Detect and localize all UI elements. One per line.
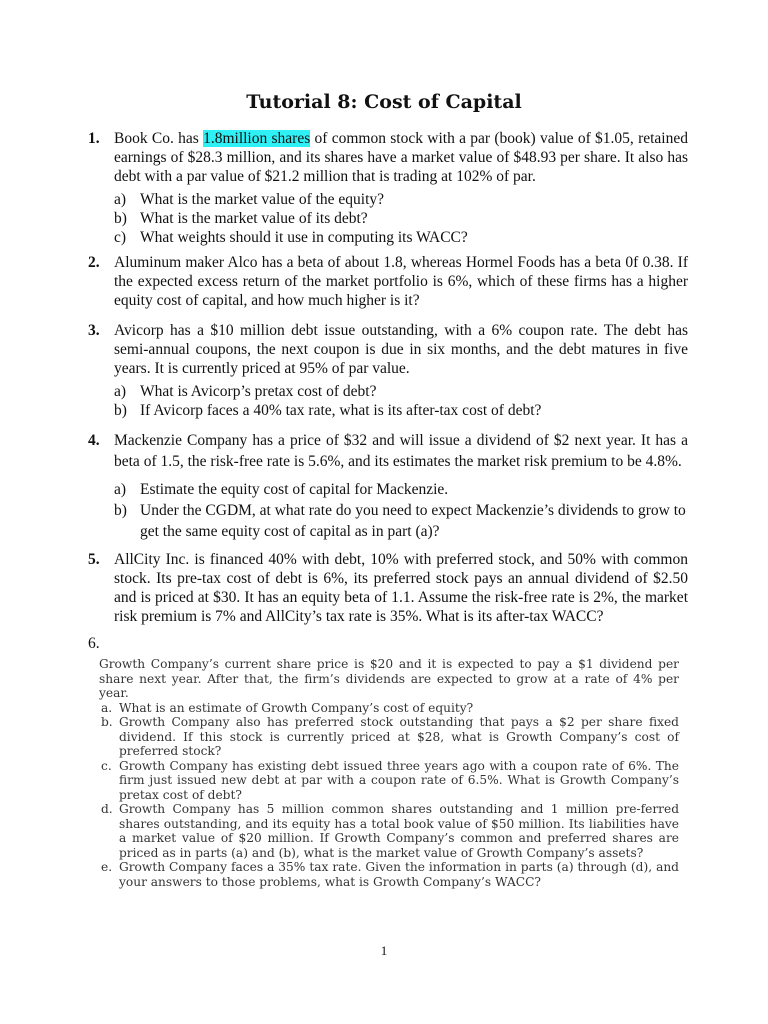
sub-question-text: Under the CGDM, at what rate do you need to expect Mackenzie’s dividends to grow to get the same equity cost of capital as in part (a)? (140, 502, 686, 540)
sub-question-text: Growth Company has 5 million common shares outstanding and 1 million pre-ferred shares outstanding, and its equity has a total book value of $50 million. Its liabilities have a market value of $20 million. If Growth Company’s common and preferred shares are priced as in parts (a) and (b), what is the market value of Growth Company’s assets? (119, 802, 679, 860)
sub-question-letter: e. (101, 860, 113, 874)
question-number: 4. (88, 432, 100, 449)
page-number: 1 (380, 943, 388, 958)
question-6-excerpt (99, 657, 679, 889)
question-1 (88, 129, 688, 247)
sub-question-letter: b) (114, 402, 127, 419)
question-number: 2. (88, 254, 100, 271)
sub-question-text: Growth Company also has preferred stock outstanding that pays a $2 per share fixed dividend. If this stock is currently priced at $28, what is Growth Company’s cost of preferred stock? (119, 715, 679, 758)
highlighted-text: 1.8million shares (203, 130, 311, 147)
sub-question-text: If Avicorp faces a 40% tax rate, what is its after-tax cost of debt? (140, 402, 542, 419)
sub-question (114, 401, 688, 420)
question-5 (88, 550, 688, 626)
sub-question-letter: a) (114, 481, 127, 498)
sub-question-list (114, 479, 688, 542)
sub-question-letter: b) (114, 210, 127, 227)
sub-question-text: What weights should it use in computing its WACC? (140, 229, 468, 246)
sub-question-list (99, 701, 679, 890)
question-3 (88, 321, 688, 420)
sub-question-list (114, 190, 688, 247)
question-number: 3. (88, 322, 100, 339)
sub-question-text: What is Avicorp’s pretax cost of debt? (140, 383, 377, 400)
sub-question-text: Growth Company faces a 35% tax rate. Given the information in parts (a) through (d), and your answers to those problems, what is Growth Company’s WACC? (119, 860, 679, 889)
question-text: AllCity Inc. is financed 40% with debt, 10% with preferred stock, and 50% with common stock. Its pre-tax cost of debt is 6%, its preferred stock pays an annual dividend of $2.50 and is priced at $30. It has an equity beta of 1.1. Assume the risk-free rate is 2%, the market risk premium is 7% and AllCity’s tax rate is 35%. What is its after-tax WACC? (114, 551, 688, 625)
sub-question (114, 190, 688, 209)
sub-question-text: What is the market value of its debt? (140, 210, 368, 227)
sub-question (99, 701, 679, 716)
sub-question (114, 479, 688, 500)
sub-question-letter: b) (114, 502, 127, 519)
sub-question (99, 802, 679, 860)
question-text-end: of common stock with a par (book) value of $1.05, retained earnings of $28.3 million, and its shares have a market value of $48.93 per share. It also has debt with a par value of $21.2 million that is trading at 102% of par. (114, 130, 688, 185)
question-text (114, 129, 688, 186)
sub-question-letter: a) (114, 191, 127, 208)
sub-question-letter: b. (101, 715, 113, 729)
question-text: Mackenzie Company has a price of $32 and will issue a dividend of $2 next year. It has a beta of 1.5, the risk-free rate is 5.6%, and its estimates the market risk premium to be 4.8%. (114, 432, 688, 470)
question-4 (88, 430, 688, 542)
sub-question (99, 715, 679, 759)
question-text: Growth Company’s current share price is $20 and it is expected to pay a $1 dividend per share next year. After that, the firm’s dividends are expected to grow at a rate of 4% per year. (99, 657, 679, 700)
sub-question-text: Estimate the equity cost of capital for Mackenzie. (140, 481, 449, 498)
sub-question-letter: d. (101, 802, 113, 816)
sub-question-letter: a. (101, 700, 113, 715)
question-text-start: Book Co. has (114, 130, 204, 147)
sub-question-text: Growth Company has existing debt issued three years ago with a coupon rate of 6%. The firm just issued new debt at par with a coupon rate of 6.5%. What is Growth Company’s pretax cost of debt? (119, 758, 679, 802)
sub-question-letter: c) (114, 229, 127, 246)
sub-question-letter: c. (101, 758, 112, 773)
sub-question (114, 228, 688, 247)
sub-question-text: What is the market value of the equity? (140, 191, 385, 208)
question-number: 5. (88, 551, 100, 568)
sub-question (114, 382, 688, 401)
sub-question (99, 860, 679, 889)
question-text: Avicorp has a $10 million debt issue outstanding, with a 6% coupon rate. The debt has semi-annual coupons, the next coupon is due in six months, and the debt matures in five years. It is currently priced at 95% of par value. (114, 322, 688, 377)
sub-question-list (114, 382, 688, 420)
sub-question-text: What is an estimate of Growth Company’s cost of equity? (119, 700, 474, 715)
question-2 (88, 253, 688, 310)
sub-question (99, 759, 679, 803)
sub-question (114, 209, 688, 228)
page-title: Tutorial 8: Cost of Capital (246, 91, 522, 113)
sub-question (114, 500, 688, 542)
question-number: 1. (88, 130, 100, 147)
question-6-number: 6. (88, 635, 100, 652)
sub-question-letter: a) (114, 383, 127, 400)
question-text: Aluminum maker Alco has a beta of about 1.8, whereas Hormel Foods has a beta 0f 0.38. If the expected excess return of the market portfolio is 6%, which of these firms has a higher equity cost of capital, and how much higher is it? (114, 254, 688, 309)
